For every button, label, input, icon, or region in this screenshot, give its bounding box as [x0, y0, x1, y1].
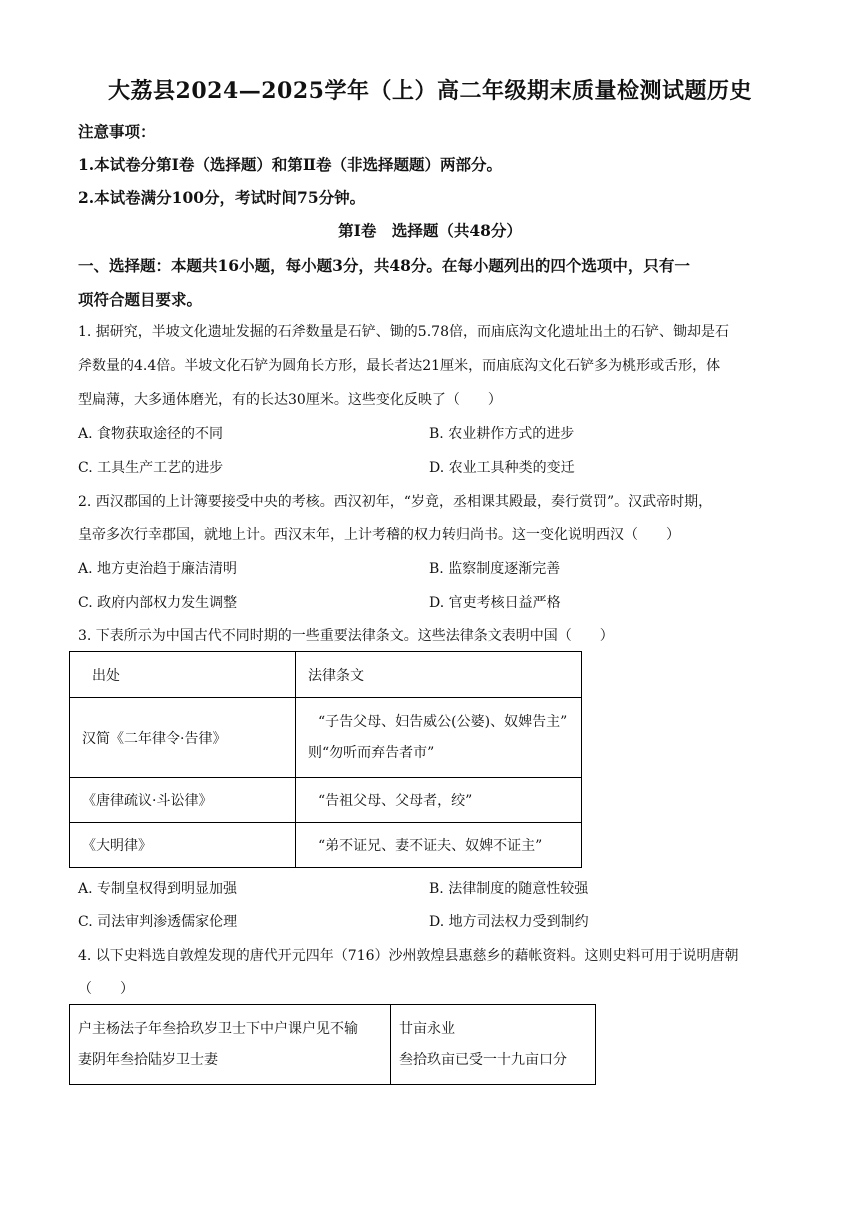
table-cell — [391, 1005, 596, 1085]
register-text: 妻阴年叁拾陆岁卫士妻 — [78, 1051, 218, 1068]
table-cell: 汉简《二年律令·告律》 — [70, 698, 296, 778]
question-stem: 1. 据研究，半坡文化遗址发掘的石斧数量是石铲、锄的5.78倍，而庙底沟文化遗址出土的石铲、锄却是石 — [78, 324, 729, 340]
notice-item: 1.本试卷分第Ⅰ卷（选择题）和第Ⅱ卷（非选择题题）两部分。 — [78, 155, 502, 174]
notice-heading: 注意事项： — [78, 122, 156, 141]
table-cell: 《唐律疏议·斗讼律》 — [70, 778, 296, 823]
table-row — [70, 778, 582, 823]
law-text: “子告父母、妇告威公(公婆)、奴婢告主” — [318, 713, 568, 730]
option-c[interactable]: C. 政府内部权力发生调整 — [78, 595, 238, 611]
question-stem: 型扁薄，大多通体磨光，有的长达30厘米。这些变化反映了（ ） — [78, 392, 502, 408]
section-title: 第Ⅰ卷 选择题（共48分） — [338, 221, 522, 240]
option-c[interactable]: C. 司法审判渗透儒家伦理 — [78, 914, 238, 930]
option-b[interactable]: B. 农业耕作方式的进步 — [429, 426, 575, 442]
table-header-row — [70, 652, 582, 698]
law-text: 则“勿听而弃告者市” — [308, 744, 435, 761]
table-cell: 《大明律》 — [70, 823, 296, 868]
table-cell — [296, 698, 582, 778]
register-table — [69, 1004, 596, 1085]
section-instruction: 项符合题目要求。 — [78, 290, 203, 309]
option-a[interactable]: A. 食物获取途径的不同 — [78, 426, 224, 442]
option-d[interactable]: D. 官吏考核日益严格 — [429, 595, 561, 611]
register-text: 叁拾玖亩已受一十九亩口分 — [399, 1051, 567, 1068]
option-b[interactable]: B. 监察制度逐渐完善 — [429, 561, 561, 577]
option-d[interactable]: D. 农业工具种类的变迁 — [429, 460, 575, 476]
notice-item: 2.本试卷满分100分，考试时间75分钟。 — [78, 188, 366, 207]
option-c[interactable]: C. 工具生产工艺的进步 — [78, 460, 224, 476]
question-stem: 3. 下表所示为中国古代不同时期的一些重要法律条文。这些法律条文表明中国（ ） — [78, 628, 614, 644]
page-title: 大荔县2024—2025学年（上）高二年级期末质量检测试题历史 — [108, 78, 752, 104]
question-stem: 4. 以下史料选自敦煌发现的唐代开元四年（716）沙州敦煌县惠慈乡的藉帐资料。这则史料可用于说明唐朝 — [78, 948, 739, 964]
register-text: 户主杨法子年叁拾玖岁卫士下中户课户见不输 — [78, 1020, 358, 1037]
table-header: 出处 — [70, 652, 296, 698]
table-cell: “弟不证兄、妻不证夫、奴婢不证主” — [296, 823, 582, 868]
option-a[interactable]: A. 专制皇权得到明显加强 — [78, 881, 238, 897]
table-cell: “告祖父母、父母者，绞” — [296, 778, 582, 823]
question-stem: 2. 西汉郡国的上计簿要接受中央的考核。西汉初年，“岁竟，丞相课其殿最，奏行赏罚”。汉武帝时期， — [78, 494, 713, 510]
question-stem: 斧数量的4.4倍。半坡文化石铲为圆角长方形，最长者达21厘米，而庙底沟文化石铲多为桃形或舌形，体 — [78, 358, 721, 374]
table-row — [70, 823, 582, 868]
option-d[interactable]: D. 地方司法权力受到制约 — [429, 914, 589, 930]
table-row — [70, 698, 582, 778]
question-stem: 皇帝多次行幸郡国，就地上计。西汉末年，上计考稽的权力转归尚书。这一变化说明西汉（ ） — [78, 527, 680, 543]
option-b[interactable]: B. 法律制度的随意性较强 — [429, 881, 589, 897]
table-row — [70, 1005, 596, 1085]
table-header: 法律条文 — [296, 652, 582, 698]
option-a[interactable]: A. 地方吏治趋于廉洁清明 — [78, 561, 238, 577]
question-stem: （ ） — [78, 981, 134, 997]
table-cell — [70, 1005, 391, 1085]
section-instruction: 一、选择题：本题共16小题，每小题3分，共48分。在每小题列出的四个选项中，只有一 — [78, 256, 690, 275]
register-text: 廿亩永业 — [399, 1020, 455, 1037]
law-table — [69, 651, 582, 868]
